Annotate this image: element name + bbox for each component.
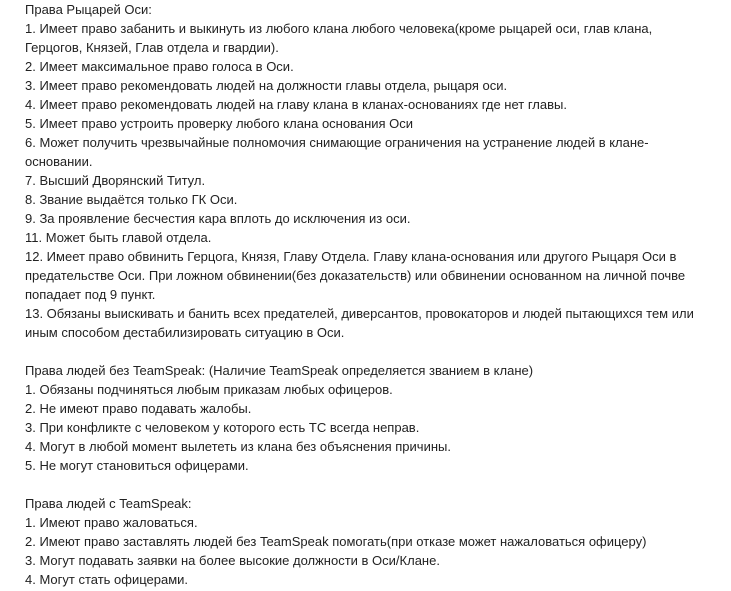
text-line: 3. При конфликте с человеком у которого есть ТС всегда неправ.: [25, 420, 420, 435]
text-line: 2. Имеют право заставлять людей без TeamSpeak помогать(при отказе может нажаловаться офицеру): [25, 534, 647, 549]
text-line: попадает под 9 пункт.: [25, 287, 156, 302]
text-line: 11. Может быть главой отдела.: [25, 230, 212, 245]
text-line: 1. Имеет право забанить и выкинуть из любого клана любого человека(кроме рыцарей оси, глав клана,: [25, 21, 653, 36]
text-line: 2. Не имеют право подавать жалобы.: [25, 401, 252, 416]
text-line: 13. Обязаны выискивать и банить всех предателей, диверсантов, провокаторов и людей пытающихся тем или: [25, 306, 694, 321]
text-line: 4. Могут в любой момент вылететь из клана без объяснения причины.: [25, 439, 451, 454]
text-line: 9. За проявление бесчестия кара вплоть до исключения из оси.: [25, 211, 411, 226]
text-line: 4. Имеет право рекомендовать людей на главу клана в кланах-основаниях где нет главы.: [25, 97, 567, 112]
section-with-teamspeak: [25, 494, 725, 589]
text-line: предательстве Оси. При ложном обвинении(без доказательств) или обвинении основанном на личной почве: [25, 268, 686, 283]
text-line: 8. Звание выдаётся только ГК Оси.: [25, 192, 238, 207]
text-line: 1. Имеют право жаловаться.: [25, 515, 198, 530]
section-heading: Права Рыцарей Оси:: [25, 2, 152, 17]
section-without-teamspeak: [25, 361, 725, 475]
text-line: 2. Имеет максимальное право голоса в Оси.: [25, 59, 294, 74]
section-heading: Права людей с TeamSpeak:: [25, 496, 192, 511]
text-line: 12. Имеет право обвинить Герцога, Князя, Главу Отдела. Главу клана-основания или другого Рыцаря Оси в: [25, 249, 677, 264]
text-line: 1. Обязаны подчиняться любым приказам любых офицеров.: [25, 382, 393, 397]
text-line: 7. Высший Дворянский Титул.: [25, 173, 206, 188]
text-line: 5. Не могут становиться офицерами.: [25, 458, 249, 473]
text-line: Герцогов, Князей, Глав отдела и гвардии).: [25, 40, 279, 55]
section-knights-rights: [25, 0, 725, 342]
text-line: 4. Могут стать офицерами.: [25, 572, 189, 587]
text-line: 6. Может получить чрезвычайные полномочия снимающие ограничения на устранение людей в клане-: [25, 135, 649, 150]
section-heading: Права людей без TeamSpeak: (Наличие TeamSpeak определяется званием в клане): [25, 363, 534, 378]
text-line: основании.: [25, 154, 93, 169]
document-body: [25, 0, 725, 589]
text-line: 3. Имеет право рекомендовать людей на должности главы отдела, рыцаря оси.: [25, 78, 508, 93]
text-line: 5. Имеет право устроить проверку любого клана основания Оси: [25, 116, 414, 131]
text-line: иным способом дестабилизировать ситуацию в Оси.: [25, 325, 345, 340]
text-line: 3. Могут подавать заявки на более высокие должности в Оси/Клане.: [25, 553, 440, 568]
